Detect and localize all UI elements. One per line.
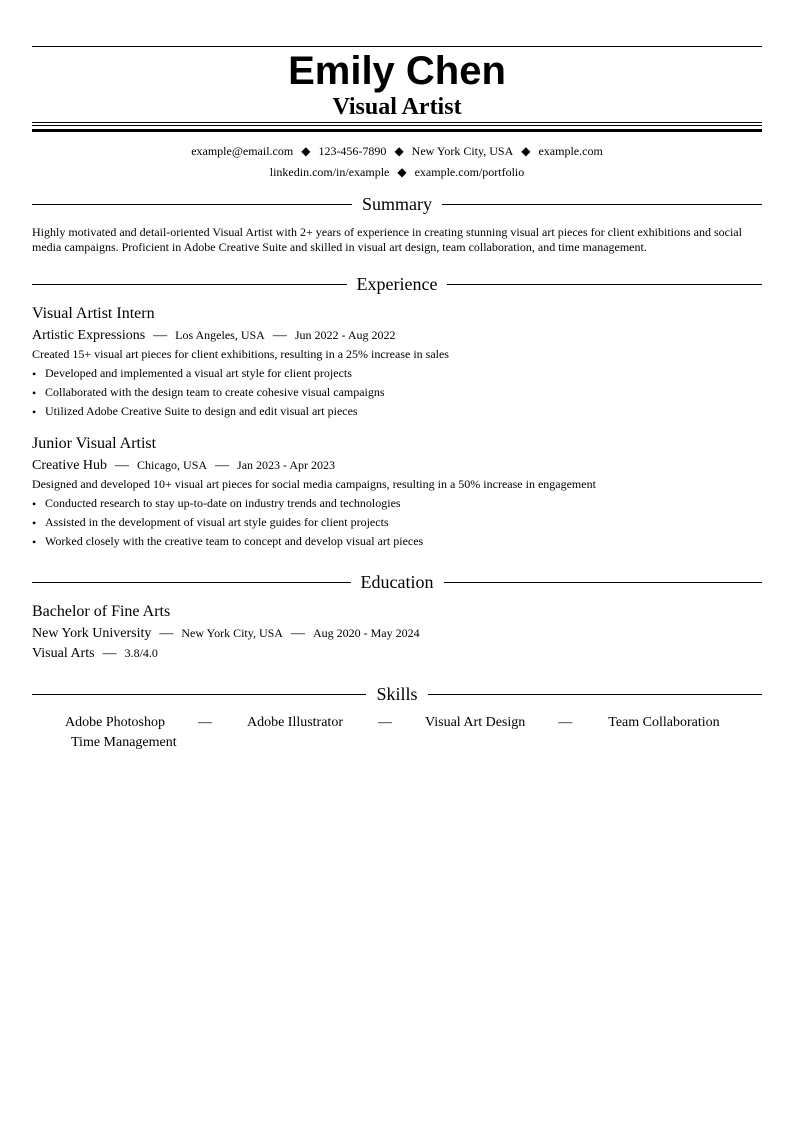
skill-item: Adobe Illustrator xyxy=(246,715,343,730)
section-title: Summary xyxy=(362,194,432,214)
job-bullets xyxy=(32,365,385,422)
location: New York City, USA xyxy=(411,144,514,158)
header-rule xyxy=(32,122,762,123)
job-meta xyxy=(32,326,396,345)
bullet-icon: • xyxy=(32,405,37,419)
diamond-icon: ◆ xyxy=(521,144,531,158)
bullet-text: Conducted research to stay up-to-date on industry trends and technologies xyxy=(45,496,401,510)
job-dates: Jan 2023 - Apr 2023 xyxy=(237,458,336,472)
phone: 123-456-7890 xyxy=(318,144,387,158)
education-field xyxy=(32,644,158,663)
website-link[interactable]: example.com xyxy=(538,144,603,158)
job-meta xyxy=(32,456,335,475)
dash: — xyxy=(215,458,230,473)
email-link[interactable]: example@email.com xyxy=(191,144,294,158)
job-role: Junior Visual Artist xyxy=(32,435,157,452)
section-heading-education xyxy=(32,571,762,593)
section-heading-experience xyxy=(32,273,762,295)
bullet-icon: • xyxy=(32,386,37,400)
job-role: Visual Artist Intern xyxy=(32,305,155,322)
dash: — xyxy=(197,715,212,730)
dash: — xyxy=(159,626,174,641)
skills-list xyxy=(32,713,762,753)
diamond-icon: ◆ xyxy=(301,144,311,158)
dash: — xyxy=(115,458,130,473)
linkedin-link[interactable]: linkedin.com/in/example xyxy=(269,165,390,179)
school: New York University xyxy=(32,626,152,641)
section-heading-summary xyxy=(32,193,762,215)
skill-item: Team Collaboration xyxy=(608,715,720,730)
bullet-text: Developed and implemented a visual art style for client projects xyxy=(45,366,352,380)
list-item xyxy=(32,403,385,422)
candidate-title: Visual Artist xyxy=(332,94,462,120)
list-item xyxy=(32,533,423,552)
job-location: Chicago, USA xyxy=(137,458,208,472)
gpa: 3.8/4.0 xyxy=(124,646,158,660)
field-of-study: Visual Arts xyxy=(32,646,95,661)
list-item xyxy=(32,365,385,384)
list-item xyxy=(32,495,423,514)
list-item xyxy=(32,384,385,403)
dash: — xyxy=(153,328,168,343)
job-bullets xyxy=(32,495,423,552)
list-item xyxy=(32,514,423,533)
degree: Bachelor of Fine Arts xyxy=(32,603,171,620)
top-rule xyxy=(32,46,762,47)
header-rule-thick xyxy=(32,129,762,132)
job-description: Created 15+ visual art pieces for client exhibitions, resulting in a 25% increase in sales xyxy=(32,347,449,361)
contact-line-2 xyxy=(32,164,762,180)
dash: — xyxy=(102,646,117,661)
job-company: Artistic Expressions xyxy=(32,328,146,343)
dash: — xyxy=(290,626,305,641)
section-heading-skills xyxy=(32,683,762,705)
diamond-icon: ◆ xyxy=(394,144,404,158)
job-company: Creative Hub xyxy=(32,458,108,473)
job-location: Los Angeles, USA xyxy=(175,328,265,342)
dash: — xyxy=(272,328,287,343)
section-title: Skills xyxy=(376,684,418,704)
school-location: New York City, USA xyxy=(181,626,283,640)
bullet-text: Assisted in the development of visual art style guides for client projects xyxy=(45,515,389,529)
bullet-text: Utilized Adobe Creative Suite to design and edit visual art pieces xyxy=(45,404,358,418)
candidate-name: Emily Chen xyxy=(288,49,506,93)
job-description: Designed and developed 10+ visual art pieces for social media campaigns, resulting in a 50% increase in engagement xyxy=(32,477,596,491)
bullet-text: Worked closely with the creative team to concept and develop visual art pieces xyxy=(45,534,424,548)
bullet-text: Collaborated with the design team to create cohesive visual campaigns xyxy=(45,385,385,399)
skill-item: Adobe Photoshop xyxy=(65,715,165,730)
contact-line-1 xyxy=(32,143,762,159)
header-rule xyxy=(32,125,762,126)
section-title: Experience xyxy=(356,274,438,294)
dash: — xyxy=(558,715,573,730)
bullet-icon: • xyxy=(32,497,37,511)
education-meta xyxy=(32,624,420,643)
bullet-icon: • xyxy=(32,367,37,381)
skill-item: Visual Art Design xyxy=(424,715,526,730)
dash: — xyxy=(377,715,392,730)
job-dates: Jun 2022 - Aug 2022 xyxy=(294,328,396,342)
portfolio-link[interactable]: example.com/portfolio xyxy=(414,165,525,179)
skill-item: Time Management xyxy=(71,735,177,750)
summary-text: Highly motivated and detail-oriented Visual Artist with 2+ years of experience in creating stunning visual art pieces for client exhibitions and social media campaigns. Proficient in Adobe Creative Suite and skilled in visual art design, team collaboration, and time management. xyxy=(32,225,742,254)
education-dates: Aug 2020 - May 2024 xyxy=(312,626,420,640)
diamond-icon: ◆ xyxy=(397,165,407,179)
section-title: Education xyxy=(360,572,434,592)
bullet-icon: • xyxy=(32,516,37,530)
bullet-icon: • xyxy=(32,535,37,549)
